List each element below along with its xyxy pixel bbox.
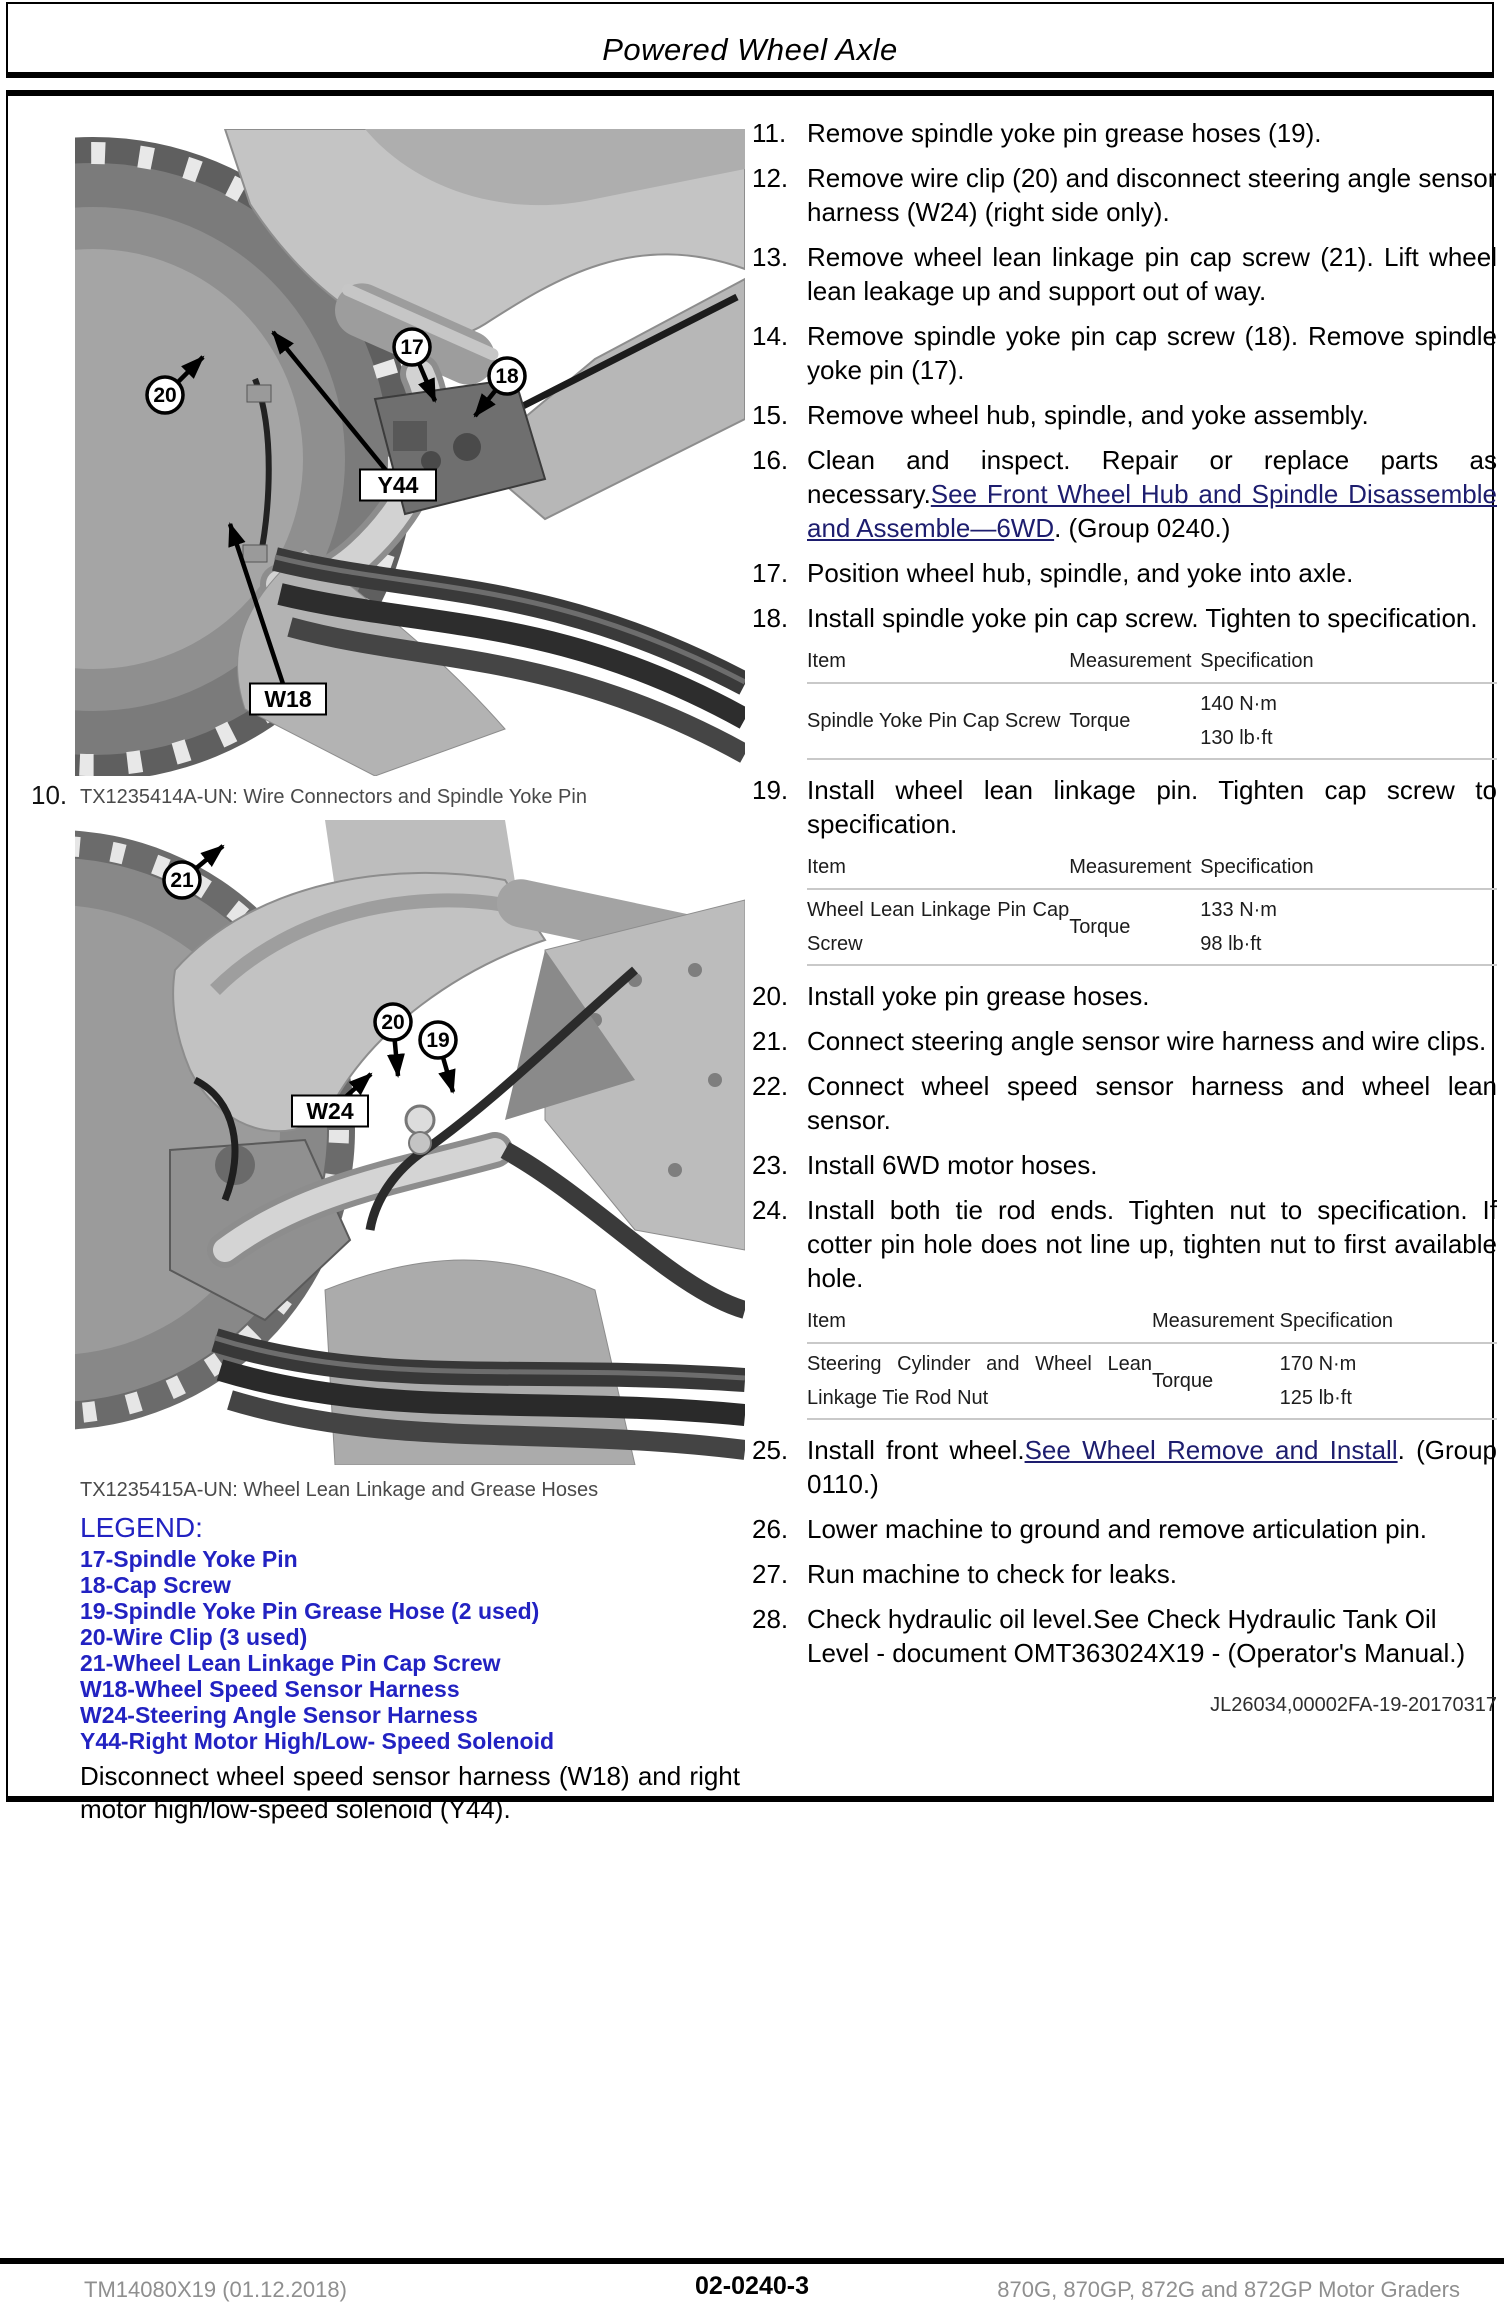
- step-text-segment: Install 6WD motor hoses.: [807, 1150, 1098, 1180]
- step-text: [807, 1024, 1497, 1058]
- svg-text:20: 20: [381, 1011, 405, 1034]
- step-text-segment: Clean and inspect. Repair or replace parts as necessary.: [807, 445, 1497, 509]
- legend-items: [75, 1546, 745, 1754]
- spec-table-header: Measurement: [1069, 643, 1200, 683]
- procedure-step: [752, 1193, 1497, 1422]
- procedure-step: [752, 1069, 1497, 1137]
- procedure-column: [752, 116, 1497, 1717]
- figure-column: [31, 129, 745, 1826]
- svg-text:21: 21: [170, 869, 194, 892]
- step-number: 24.: [752, 1195, 789, 1225]
- figure-2-illustration: [75, 820, 745, 1465]
- spec-table-header: Specification: [1200, 849, 1497, 889]
- legend-item: 21-Wheel Lean Linkage Pin Cap Screw: [80, 1650, 501, 1676]
- step-text: [807, 161, 1497, 229]
- spec-measurement: Torque: [1069, 683, 1200, 759]
- svg-text:19: 19: [426, 1029, 450, 1052]
- step-text-segment: Remove wire clip (20) and disconnect steering angle sensor harness (W24) (right side only).: [807, 163, 1497, 227]
- legend-item: 17-Spindle Yoke Pin: [80, 1546, 298, 1572]
- footer-manual-number: TM14080X19 (01.12.2018): [84, 2277, 347, 2302]
- step-number: 28.: [752, 1604, 789, 1634]
- svg-text:20: 20: [153, 384, 177, 407]
- procedure-steps: [752, 116, 1497, 1670]
- spec-table-row: [807, 889, 1497, 965]
- footer-model-list: 870G, 870GP, 872G and 872GP Motor Graders: [997, 2277, 1460, 2302]
- step-text-segment: . (Group 0110.): [807, 1435, 1497, 1499]
- svg-text:18: 18: [495, 365, 519, 388]
- doc-code: JL26034,00002FA-19-20170317: [1210, 1694, 1497, 1716]
- svg-text:Y44: Y44: [377, 472, 419, 498]
- procedure-step: [752, 1148, 1497, 1182]
- step-text-segment: . (Group 0240.): [1054, 513, 1231, 543]
- step-text-segment: Remove spindle yoke pin cap screw (18). Remove spindle yoke pin (17).: [807, 321, 1497, 385]
- step-text: [807, 1602, 1497, 1670]
- spec-item: Steering Cylinder and Wheel Lean Linkage Tie Rod Nut: [807, 1343, 1152, 1419]
- figure-1-art: [75, 129, 745, 776]
- spec-value: 133 N·m 98 lb·ft: [1200, 889, 1497, 965]
- spec-table: [807, 1303, 1497, 1420]
- procedure-step: [752, 1512, 1497, 1546]
- step-number: 19.: [752, 775, 789, 805]
- step-text-segment: Check hydraulic oil level.See Check Hydraulic Tank Oil Level - document OMT363024X19 - (Operator's Manual.): [807, 1604, 1466, 1668]
- legend-item: W18-Wheel Speed Sensor Harness: [80, 1676, 460, 1702]
- procedure-step: [752, 319, 1497, 387]
- figure-1-caption: TX1235414A-UN: Wire Connectors and Spindle Yoke Pin: [80, 786, 587, 808]
- procedure-step: [752, 1024, 1497, 1058]
- step-text-segment: Run machine to check for leaks.: [807, 1559, 1177, 1589]
- spec-table: [807, 849, 1497, 966]
- step-text-segment: Connect steering angle sensor wire harness and wire clips.: [807, 1026, 1487, 1056]
- step-text-segment: Remove spindle yoke pin grease hoses (19).: [807, 118, 1322, 148]
- step-text-segment: Install yoke pin grease hoses.: [807, 981, 1150, 1011]
- step-text-segment: Remove wheel lean linkage pin cap screw (21). Lift wheel lean leakage up and support out of way.: [807, 242, 1497, 306]
- step-text: [807, 1557, 1497, 1591]
- step-text: [807, 1148, 1497, 1182]
- step-text: [807, 773, 1497, 968]
- procedure-step: [752, 398, 1497, 432]
- svg-text:W24: W24: [306, 1098, 354, 1124]
- step-text: [807, 443, 1497, 545]
- procedure-step: [752, 556, 1497, 590]
- spec-table-row: [807, 683, 1497, 759]
- step-number: 14.: [752, 321, 789, 351]
- spec-table-row: [807, 1343, 1497, 1419]
- svg-text:W18: W18: [264, 686, 312, 712]
- svg-text:17: 17: [400, 336, 424, 359]
- procedure-step: [752, 1433, 1497, 1501]
- step-text-segment: Remove wheel hub, spindle, and yoke assembly.: [807, 400, 1369, 430]
- spec-item: Spindle Yoke Pin Cap Screw: [807, 683, 1069, 759]
- step-text-segment: Position wheel hub, spindle, and yoke into axle.: [807, 558, 1354, 588]
- step-text: [807, 240, 1497, 308]
- procedure-step: [752, 601, 1497, 762]
- footer-page-number: 02-0240-3: [695, 2272, 809, 2300]
- step-text: [807, 319, 1497, 387]
- step-text: [807, 601, 1497, 762]
- figure-1-caption-row: [31, 778, 745, 820]
- legend-item: 19-Spindle Yoke Pin Grease Hose (2 used): [80, 1598, 540, 1624]
- step-text: [807, 556, 1497, 590]
- spec-table: [807, 643, 1497, 760]
- cross-reference-link[interactable]: See Wheel Remove and Install: [1024, 1435, 1398, 1465]
- figure-2-caption: TX1235415A-UN: Wheel Lean Linkage and Grease Hoses: [80, 1479, 599, 1501]
- spec-measurement: Torque: [1069, 889, 1200, 965]
- legend: [75, 1512, 745, 1754]
- step-number: 16.: [752, 445, 789, 475]
- step-text-segment: Install wheel lean linkage pin. Tighten cap screw to specification.: [807, 775, 1497, 839]
- spec-table-header: Item: [807, 643, 1069, 683]
- legend-title: LEGEND:: [80, 1512, 203, 1543]
- step-number: 18.: [752, 603, 789, 633]
- footer-rule: [0, 2258, 1504, 2264]
- spec-table-header: Specification: [1280, 1303, 1497, 1343]
- spec-value: 140 N·m 130 lb·ft: [1200, 683, 1497, 759]
- procedure-step: [752, 443, 1497, 545]
- spec-measurement: Torque: [1152, 1343, 1280, 1419]
- step-number: 25.: [752, 1435, 789, 1465]
- spec-value: 170 N·m 125 lb·ft: [1280, 1343, 1497, 1419]
- legend-item: 20-Wire Clip (3 used): [80, 1624, 308, 1650]
- procedure-step: [752, 161, 1497, 229]
- spec-table-header: Measurement: [1152, 1303, 1280, 1343]
- step-number: 21.: [752, 1026, 789, 1056]
- spec-table-header: Measurement: [1069, 849, 1200, 889]
- procedure-step: [752, 116, 1497, 150]
- step-text-segment: Connect wheel speed sensor harness and wheel lean sensor.: [807, 1071, 1497, 1135]
- step-text-segment: Install both tie rod ends. Tighten nut to specification. If cotter pin hole does not line up, tighten nut to first available hole.: [807, 1195, 1497, 1293]
- step-number: 27.: [752, 1559, 789, 1589]
- procedure-step: [752, 1557, 1497, 1591]
- cross-reference-link[interactable]: See Front Wheel Hub and Spindle Disassemble and Assemble—6WD: [807, 479, 1497, 543]
- legend-item: 18-Cap Screw: [80, 1572, 231, 1598]
- spec-table-header: Specification: [1200, 643, 1497, 683]
- procedure-step: [752, 979, 1497, 1013]
- procedure-step: [752, 1602, 1497, 1670]
- step-number: 20.: [752, 981, 789, 1011]
- step-text: [807, 1193, 1497, 1422]
- step-text-segment: Install front wheel.: [807, 1435, 1025, 1465]
- step-number: 23.: [752, 1150, 789, 1180]
- step-text: [807, 116, 1497, 150]
- procedure-step: [752, 773, 1497, 968]
- page-header: [6, 2, 1494, 78]
- step-number: 11.: [752, 118, 787, 148]
- page-title: Powered Wheel Axle: [602, 32, 898, 67]
- figure-note: Disconnect wheel speed sensor harness (W18) and right motor high/low-speed solenoid (Y44).: [80, 1761, 740, 1824]
- procedure-step: [752, 240, 1497, 308]
- step-number: 17.: [752, 558, 789, 588]
- legend-item: Y44-Right Motor High/Low- Speed Solenoid: [80, 1728, 555, 1754]
- step-text: [807, 1069, 1497, 1137]
- figure-number: 10.: [31, 780, 68, 810]
- step-number: 15.: [752, 400, 789, 430]
- step-number: 12.: [752, 163, 789, 193]
- legend-item: W24-Steering Angle Sensor Harness: [80, 1702, 478, 1728]
- spec-table-header: Item: [807, 849, 1069, 889]
- step-number: 13.: [752, 242, 789, 272]
- step-text: [807, 979, 1497, 1013]
- step-text: [807, 398, 1497, 432]
- step-text-segment: Install spindle yoke pin cap screw. Tighten to specification.: [807, 603, 1478, 633]
- step-text-segment: Lower machine to ground and remove articulation pin.: [807, 1514, 1428, 1544]
- figure-1-illustration: [75, 129, 745, 776]
- spec-item: Wheel Lean Linkage Pin Cap Screw: [807, 889, 1069, 965]
- spec-table-header: Item: [807, 1303, 1152, 1343]
- step-number: 26.: [752, 1514, 789, 1544]
- figure-2-art: [75, 820, 745, 1465]
- step-text: [807, 1433, 1497, 1501]
- step-text: [807, 1512, 1497, 1546]
- step-number: 22.: [752, 1071, 789, 1101]
- content-box: [6, 90, 1497, 1824]
